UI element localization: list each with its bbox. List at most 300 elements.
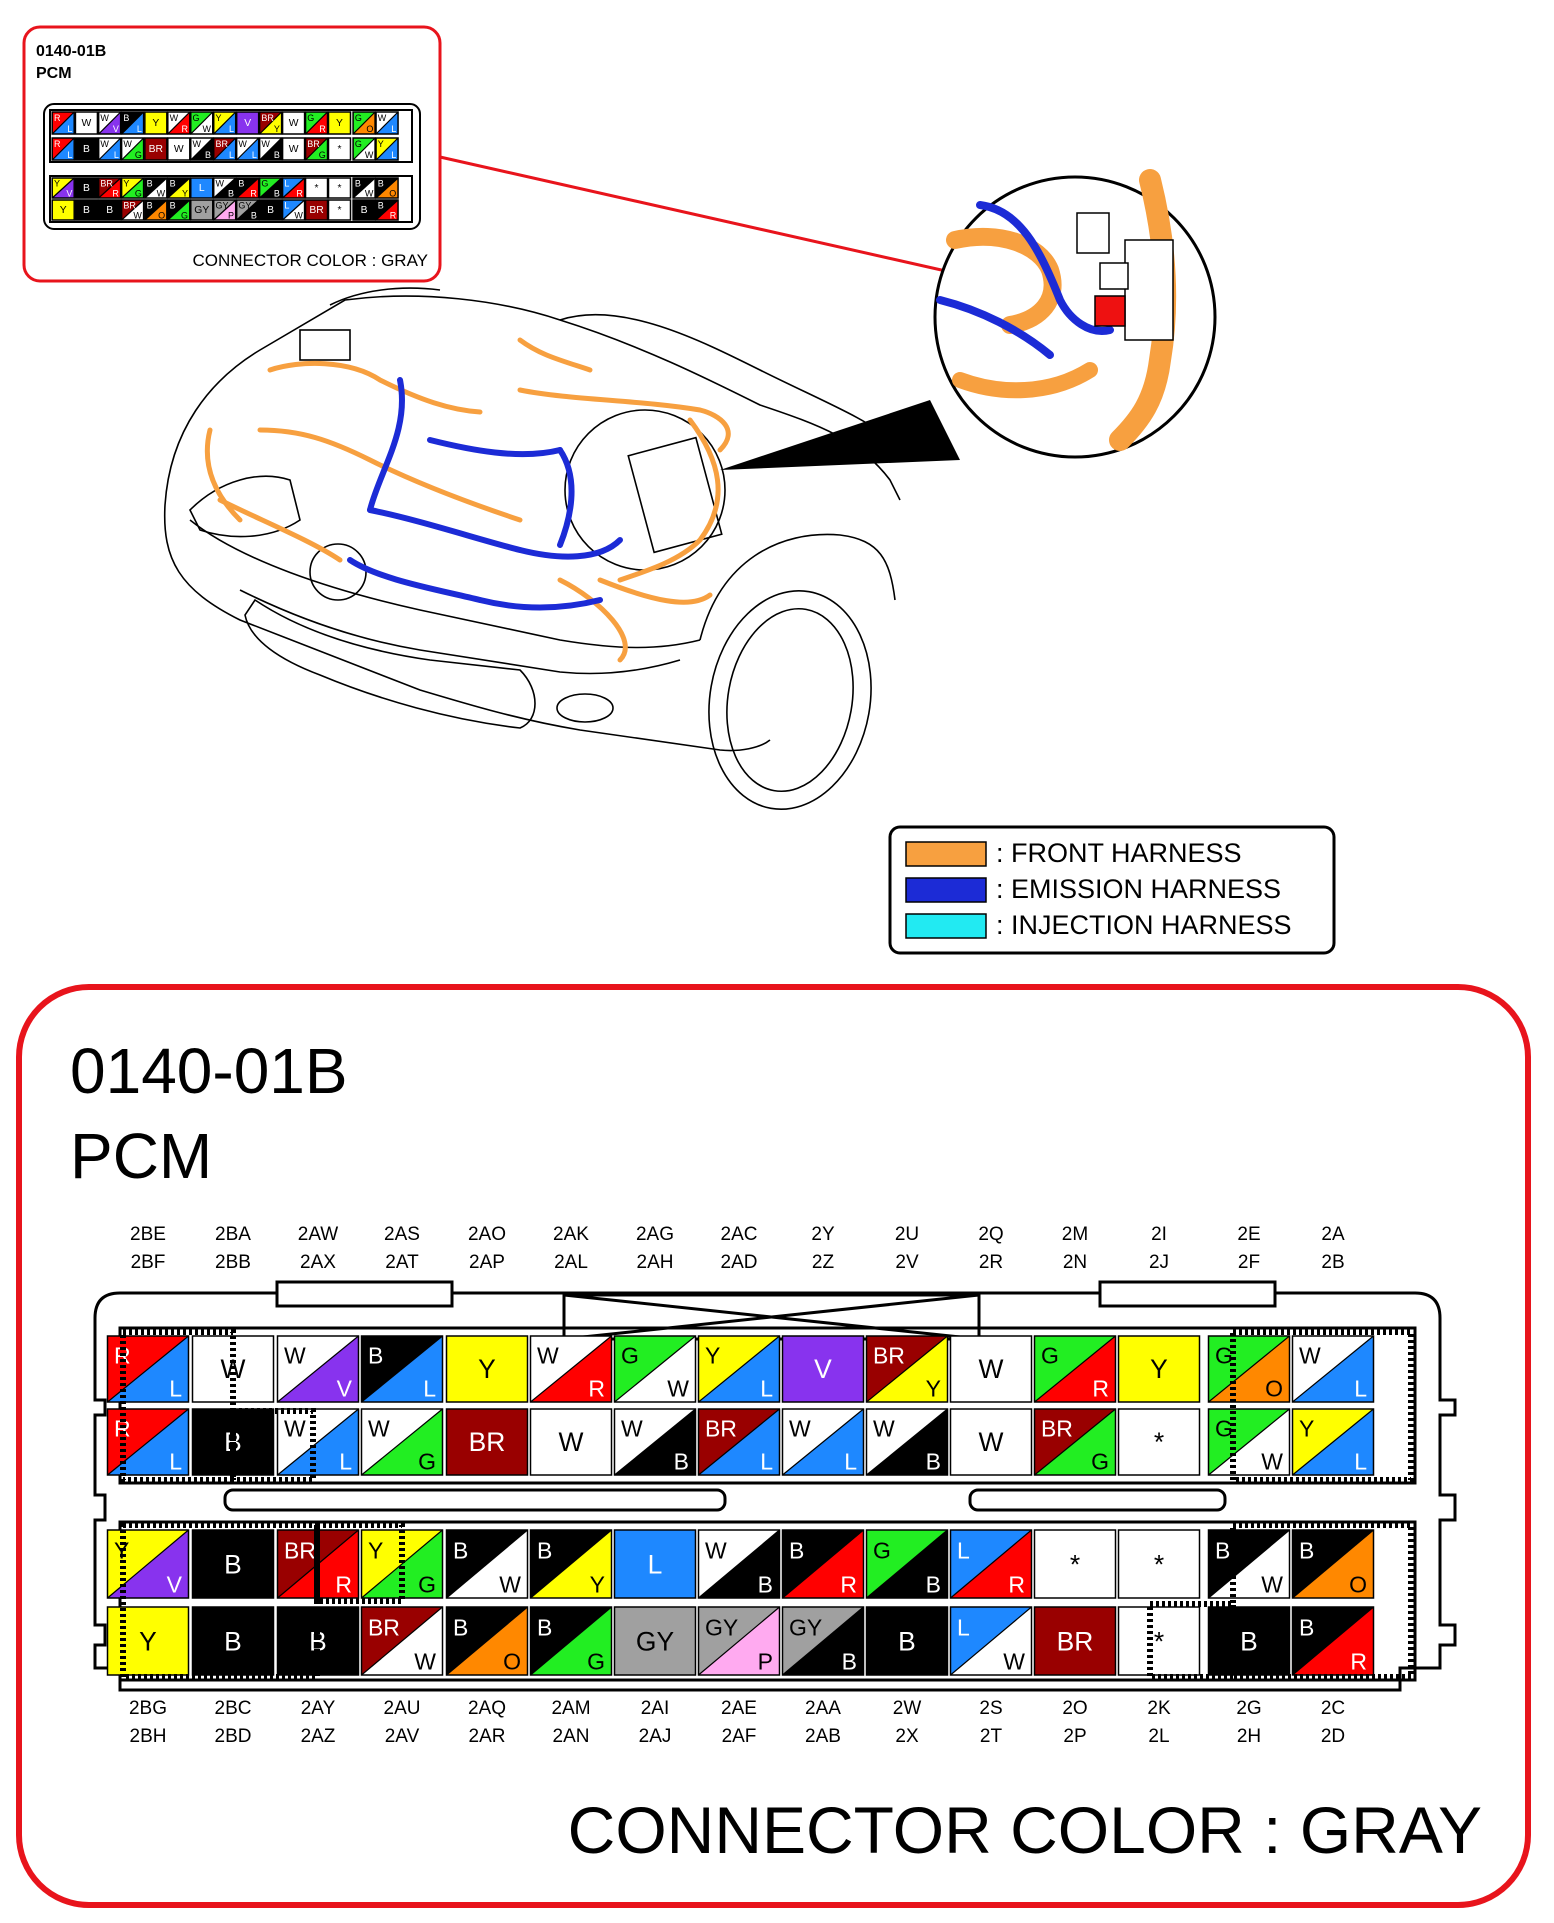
wire-main-code: Y: [113, 1537, 130, 1564]
wire-stripe-code: W: [133, 210, 142, 221]
wire-color-code: *: [1069, 1549, 1081, 1580]
wire-main-code: B: [169, 178, 176, 189]
pin-cavity: [951, 1530, 1032, 1598]
pin-cavity: [1209, 1409, 1290, 1475]
wire-stripe-code: L: [169, 1375, 183, 1402]
pin-number-label: 2R: [978, 1252, 1004, 1273]
wire-color-code: B: [224, 1549, 242, 1580]
pin-number-label: 2BC: [214, 1698, 252, 1719]
pin-number-label: 2AB: [805, 1726, 841, 1747]
pin-number-label: 2U: [894, 1224, 920, 1245]
pin-cavity: [214, 178, 236, 198]
wire-stripe-code: L: [1354, 1375, 1368, 1402]
wire-main-code: B: [536, 1614, 553, 1641]
wire-color-code: W: [288, 144, 299, 156]
pin-number-label: 2F: [1237, 1252, 1261, 1273]
wire-main-code: B: [788, 1537, 805, 1564]
pin-cavity: [783, 1607, 864, 1675]
wire-main-code: W: [377, 113, 387, 124]
wire-stripe-code: B: [250, 210, 257, 221]
wire-stripe-code: B: [757, 1571, 774, 1598]
wire-stripe-code: W: [364, 188, 374, 199]
connector-id: 0140-01B: [70, 1035, 348, 1107]
pin-number-label: 2H: [1236, 1726, 1262, 1747]
pin-number-label: 2AT: [385, 1252, 419, 1273]
thumbnail-component: PCM: [36, 65, 72, 82]
wire-main-code: W: [704, 1537, 727, 1564]
wire-stripe-code: L: [228, 150, 234, 161]
pin-cavity: [193, 1530, 274, 1598]
wire-stripe-code: G: [181, 210, 189, 221]
pin-cavity: [191, 178, 213, 198]
wire-color-code: Y: [139, 1626, 157, 1657]
wire-main-code: B: [452, 1614, 469, 1641]
pin-cavity: [531, 1530, 612, 1598]
wire-color-code: B: [82, 204, 90, 216]
wire-main-code: R: [113, 1342, 131, 1369]
wire-stripe-code: L: [136, 124, 142, 135]
wire-main-code: G: [307, 113, 315, 124]
pin-cavity: [260, 178, 282, 198]
pin-cavity: [1035, 1607, 1116, 1675]
pin-number-label: 2AU: [383, 1698, 421, 1719]
wire-main-code: W: [169, 113, 179, 124]
pin-number-label: 2AA: [805, 1698, 841, 1719]
pin-number-label: 2AM: [551, 1698, 591, 1719]
pin-number-label: 2Q: [978, 1224, 1004, 1245]
pin-cavity: [75, 138, 97, 160]
wire-stripe-code: G: [134, 188, 142, 199]
pin-cavity: [99, 178, 121, 198]
pin-cavity: [260, 138, 282, 160]
wire-stripe-code: W: [364, 150, 374, 161]
wire-stripe-code: R: [319, 124, 326, 135]
wire-stripe-code: Y: [182, 188, 189, 199]
wire-stripe-code: B: [673, 1448, 690, 1475]
pin-cavity: [328, 178, 350, 198]
wire-main-code: B: [367, 1342, 384, 1369]
component-name: PCM: [70, 1120, 213, 1192]
pin-cavity: [1293, 1336, 1374, 1402]
pin-cavity: [52, 178, 74, 198]
wire-stripe-code: R: [335, 1571, 353, 1598]
pin-number-label: 2AH: [636, 1252, 674, 1273]
wire-color-code: *: [1153, 1427, 1165, 1458]
wire-main-code: L: [284, 178, 290, 189]
pin-cavity: [531, 1409, 612, 1475]
wire-color-code: V: [244, 118, 252, 130]
wire-color-code: B: [360, 204, 368, 216]
pin-cavity: [193, 1607, 274, 1675]
pin-cavity: [306, 112, 328, 134]
wire-stripe-code: L: [760, 1375, 774, 1402]
pin-cavity: [52, 138, 74, 160]
wire-stripe-code: W: [202, 124, 211, 135]
pin-number-label: 2BB: [215, 1252, 251, 1273]
wire-main-code: B: [536, 1537, 553, 1564]
pin-number-label: 2Z: [811, 1252, 835, 1273]
wire-color-code: *: [1153, 1626, 1165, 1657]
pin-number-label: 2L: [1148, 1726, 1170, 1747]
pin-cavity: [353, 138, 375, 160]
pin-cavity: [447, 1530, 528, 1598]
pin-cavity: [867, 1607, 948, 1675]
pin-cavity: [306, 200, 328, 220]
wire-main-code: Y: [704, 1342, 721, 1369]
wire-main-code: W: [192, 139, 202, 150]
wire-main-code: B: [377, 200, 384, 211]
wire-color-code: V: [814, 1354, 832, 1385]
pin-cavity: [783, 1336, 864, 1402]
wire-stripe-code: Y: [273, 124, 280, 135]
pin-cavity: [145, 138, 167, 160]
pin-number-label: 2AZ: [300, 1726, 336, 1747]
pin-cavity: [145, 112, 167, 134]
wire-stripe-code: W: [667, 1375, 690, 1402]
pin-cavity: [1293, 1409, 1374, 1475]
wire-color-code: Y: [1150, 1354, 1168, 1385]
wire-stripe-code: R: [181, 124, 189, 135]
pin-cavity: [699, 1530, 780, 1598]
connector-thumbnail: [24, 27, 440, 281]
pin-cavity: [353, 112, 375, 134]
wire-stripe-code: R: [1092, 1375, 1110, 1402]
wire-main-code: B: [1214, 1537, 1231, 1564]
pin-cavity: [283, 112, 305, 134]
pin-cavity: [362, 1336, 443, 1402]
wire-main-code: W: [100, 113, 109, 124]
pin-number-label: 2AF: [721, 1726, 757, 1747]
wire-color-code: W: [288, 118, 299, 130]
wire-main-code: L: [956, 1537, 970, 1564]
wire-main-code: W: [283, 1342, 306, 1369]
wire-color-code: B: [82, 182, 90, 194]
wire-color-code: BR: [1056, 1626, 1094, 1657]
wire-main-code: W: [536, 1342, 559, 1369]
pin-cavity: [168, 178, 190, 198]
pin-number-label: 2AY: [300, 1698, 336, 1719]
pin-cavity: [867, 1409, 948, 1475]
wire-color-code: *: [337, 204, 342, 216]
wire-color-code: B: [309, 1626, 327, 1657]
pin-cavity: [353, 178, 375, 198]
pin-number-label: 2BD: [214, 1726, 252, 1747]
connector-detail-panel: [19, 987, 1528, 1905]
wire-color-code: BR: [468, 1427, 506, 1458]
wire-main-code: BR: [872, 1342, 905, 1369]
pin-number-label: 2AN: [552, 1726, 590, 1747]
wire-main-code: B: [377, 178, 384, 189]
wire-stripe-code: V: [166, 1571, 183, 1598]
wire-main-code: R: [113, 1415, 131, 1442]
wire-color-code: W: [558, 1427, 584, 1458]
legend-swatch-front: [906, 842, 986, 866]
wire-stripe-code: R: [1350, 1648, 1368, 1675]
thumbnail-connector-face: [44, 104, 420, 229]
pin-cavity: [75, 178, 97, 198]
pin-cavity: [362, 1607, 443, 1675]
wire-main-code: B: [123, 113, 130, 124]
wire-main-code: BR: [123, 200, 136, 211]
legend-label-emission: : EMISSION HARNESS: [996, 874, 1282, 904]
wire-color-code: Y: [478, 1354, 496, 1385]
pin-cavity: [283, 200, 305, 220]
pin-number-label: 2AW: [297, 1224, 339, 1245]
pin-number-label: 2T: [979, 1726, 1003, 1747]
wire-stripe-code: L: [391, 124, 397, 135]
wire-color-code: W: [978, 1427, 1004, 1458]
wire-main-code: BR: [307, 139, 320, 150]
pin-number-label: 2I: [1151, 1224, 1167, 1245]
pin-number-label: 2X: [895, 1726, 919, 1747]
pin-number-label: 2M: [1061, 1224, 1089, 1245]
pin-cavity: [108, 1607, 189, 1675]
pin-number-label: 2C: [1320, 1698, 1346, 1719]
wire-stripe-code: L: [67, 124, 73, 135]
pin-number-label: 2AI: [640, 1698, 670, 1719]
wire-stripe-code: O: [503, 1648, 522, 1675]
wire-color-code: GY: [635, 1626, 675, 1657]
pin-number-label: 2AG: [635, 1224, 675, 1245]
pin-number-label: 2G: [1236, 1698, 1262, 1719]
pin-cavity: [615, 1336, 696, 1402]
pin-cavity: [108, 1336, 189, 1402]
wire-main-code: W: [238, 139, 247, 150]
wire-color-code: W: [81, 118, 92, 130]
wire-stripe-code: L: [251, 150, 257, 161]
wire-main-code: B: [238, 178, 245, 189]
wire-main-code: B: [452, 1537, 469, 1564]
pin-cavity: [699, 1607, 780, 1675]
pin-number-label: 2AC: [720, 1224, 758, 1245]
pin-number-label: 2A: [1321, 1224, 1345, 1245]
pin-number-label: 2E: [1237, 1224, 1261, 1245]
pin-cavity: [867, 1530, 948, 1598]
wire-stripe-code: R: [296, 188, 303, 199]
pin-number-label: 2B: [1321, 1252, 1345, 1273]
pin-cavity: [328, 200, 350, 220]
wire-stripe-code: O: [1349, 1571, 1368, 1598]
pin-cavity: [99, 200, 121, 220]
pin-cavity: [283, 178, 305, 198]
wire-main-code: G: [354, 139, 362, 150]
pin-cavity: [237, 112, 259, 134]
wire-stripe-code: W: [414, 1648, 437, 1675]
pin-number-label: 2Y: [811, 1224, 835, 1245]
pin-cavity: [951, 1607, 1032, 1675]
pin-number-label: 2AS: [384, 1224, 420, 1245]
pin-cavity: [783, 1530, 864, 1598]
pin-cavity: [1119, 1607, 1200, 1675]
pin-cavity: [615, 1409, 696, 1475]
wire-main-code: G: [872, 1537, 891, 1564]
pin-cavity: [168, 112, 190, 134]
wire-stripe-code: P: [757, 1648, 774, 1675]
pin-cavity: [531, 1336, 612, 1402]
pin-number-label: 2BG: [128, 1698, 168, 1719]
pin-cavity: [1035, 1336, 1116, 1402]
pin-cavity: [699, 1409, 780, 1475]
pin-cavity: [108, 1530, 189, 1598]
wire-color-code: W: [220, 1354, 246, 1385]
pin-cavity: [145, 178, 167, 198]
wire-main-code: W: [620, 1415, 643, 1442]
wire-stripe-code: G: [587, 1648, 606, 1675]
wire-stripe-code: O: [389, 188, 397, 199]
wire-color-code: B: [224, 1626, 242, 1657]
pin-number-label: 2N: [1062, 1252, 1088, 1273]
wire-main-code: GY: [704, 1614, 739, 1641]
wire-stripe-code: L: [169, 1448, 183, 1475]
wire-color-code: Y: [336, 118, 343, 130]
emission-harness-routing: [350, 380, 620, 608]
wire-main-code: B: [354, 178, 361, 189]
wire-stripe-code: B: [925, 1571, 942, 1598]
wire-color-code: Y: [59, 204, 67, 216]
wire-main-code: B: [1298, 1614, 1315, 1641]
wire-stripe-code: O: [1265, 1375, 1284, 1402]
wire-main-code: W: [788, 1415, 811, 1442]
wire-stripe-code: V: [336, 1375, 353, 1402]
wire-stripe-code: R: [250, 188, 257, 199]
pin-cavity: [306, 178, 328, 198]
wire-stripe-code: B: [204, 150, 211, 161]
pin-cavity: [447, 1607, 528, 1675]
wire-stripe-code: L: [391, 150, 397, 161]
pin-cavity: [867, 1336, 948, 1402]
pin-cavity: [376, 138, 398, 160]
wire-color-code: B: [267, 204, 275, 216]
pin-number-label: 2S: [979, 1698, 1003, 1719]
pin-cavity: [278, 1409, 359, 1475]
pin-cavity: [168, 138, 190, 160]
pin-number-label: 2AE: [721, 1698, 757, 1719]
wire-main-code: W: [1298, 1342, 1321, 1369]
wire-stripe-code: G: [418, 1571, 437, 1598]
pin-cavity: [168, 200, 190, 220]
wire-main-code: B: [1298, 1537, 1315, 1564]
wire-stripe-code: R: [389, 210, 397, 221]
wire-stripe-code: L: [844, 1448, 858, 1475]
wire-stripe-code: W: [1261, 1448, 1284, 1475]
wire-stripe-code: P: [227, 210, 234, 221]
pcm-connector-highlight: [1095, 296, 1125, 326]
pin-number-label: 2K: [1147, 1698, 1171, 1719]
wire-stripe-code: L: [339, 1448, 353, 1475]
wire-stripe-code: G: [318, 150, 326, 161]
front-harness-routing: [207, 340, 728, 660]
pin-number-label: 2AX: [300, 1252, 336, 1273]
wire-color-code: B: [82, 144, 90, 156]
wire-main-code: Y: [53, 178, 60, 189]
wire-stripe-code: V: [66, 188, 73, 199]
legend-label-injection: : INJECTION HARNESS: [996, 910, 1292, 940]
pin-cavity: [1119, 1336, 1200, 1402]
wire-stripe-code: W: [294, 210, 303, 221]
pin-cavity: [1035, 1409, 1116, 1475]
pin-cavity: [699, 1336, 780, 1402]
wire-main-code: W: [215, 178, 224, 189]
pin-cavity: [615, 1530, 696, 1598]
wire-color-code: B: [898, 1626, 916, 1657]
pin-cavity: [362, 1530, 443, 1598]
pin-number-label: 2BA: [215, 1224, 251, 1245]
pin-number-label: 2J: [1148, 1252, 1170, 1273]
wire-main-code: G: [354, 113, 362, 124]
pin-cavity: [447, 1409, 528, 1475]
pin-number-label: 2D: [1320, 1726, 1346, 1747]
connector-color-label: CONNECTOR COLOR : GRAY: [567, 1793, 1482, 1867]
pin-cavity: [328, 138, 350, 160]
thumbnail-connector-color: CONNECTOR COLOR : GRAY: [192, 251, 428, 270]
wire-stripe-code: Y: [925, 1375, 942, 1402]
wire-stripe-code: L: [113, 150, 119, 161]
pin-cavity: [260, 200, 282, 220]
wire-stripe-code: B: [841, 1648, 858, 1675]
wire-color-code: L: [198, 182, 205, 194]
pin-number-label: 2W: [892, 1698, 922, 1719]
wire-stripe-code: B: [925, 1448, 942, 1475]
legend-swatch-injection: [906, 914, 986, 938]
legend-swatch-emission: [906, 878, 986, 902]
pin-cavity: [237, 200, 259, 220]
wire-main-code: G: [1214, 1342, 1233, 1369]
wire-main-code: L: [284, 200, 290, 211]
pin-cavity: [376, 200, 398, 220]
wire-main-code: BR: [367, 1614, 400, 1641]
wire-main-code: G: [192, 113, 200, 124]
wire-main-code: GY: [788, 1614, 823, 1641]
pin-number-label: 2AP: [469, 1252, 505, 1273]
pin-number-label: 2AD: [720, 1252, 758, 1273]
wire-main-code: G: [1214, 1415, 1233, 1442]
pin-cavity: [278, 1336, 359, 1402]
wire-main-code: G: [261, 178, 269, 189]
pin-cavity: [951, 1336, 1032, 1402]
wire-stripe-code: O: [158, 210, 166, 221]
pin-cavity: [1209, 1607, 1290, 1675]
wire-main-code: BR: [1040, 1415, 1073, 1442]
wire-color-code: BR: [148, 144, 164, 156]
pin-cavity: [122, 200, 144, 220]
wire-main-code: R: [53, 139, 61, 150]
wire-stripe-code: G: [1091, 1448, 1110, 1475]
pin-cavity: [283, 138, 305, 160]
pin-number-label: 2AO: [467, 1224, 507, 1245]
wire-main-code: B: [169, 200, 176, 211]
wire-color-code: B: [106, 204, 114, 216]
wire-main-code: BR: [100, 178, 113, 189]
wire-main-code: BR: [283, 1537, 316, 1564]
wire-color-code: Y: [152, 118, 160, 130]
pin-number-label: 2AQ: [467, 1698, 507, 1719]
pin-cavity: [191, 112, 213, 134]
pin-cavity: [191, 138, 213, 160]
wire-main-code: Y: [123, 178, 130, 189]
wire-main-code: Y: [215, 113, 222, 124]
wire-main-code: G: [620, 1342, 639, 1369]
wire-color-code: W: [978, 1354, 1004, 1385]
pin-cavity: [145, 200, 167, 220]
pin-number-label: 2AK: [553, 1224, 589, 1245]
pin-cavity: [122, 112, 144, 134]
harness-legend: [890, 827, 1334, 953]
pin-cavity: [376, 178, 398, 198]
wire-main-code: Y: [377, 139, 384, 150]
pin-cavity: [214, 112, 236, 134]
wire-stripe-code: V: [112, 124, 119, 135]
wire-stripe-code: W: [1261, 1571, 1284, 1598]
